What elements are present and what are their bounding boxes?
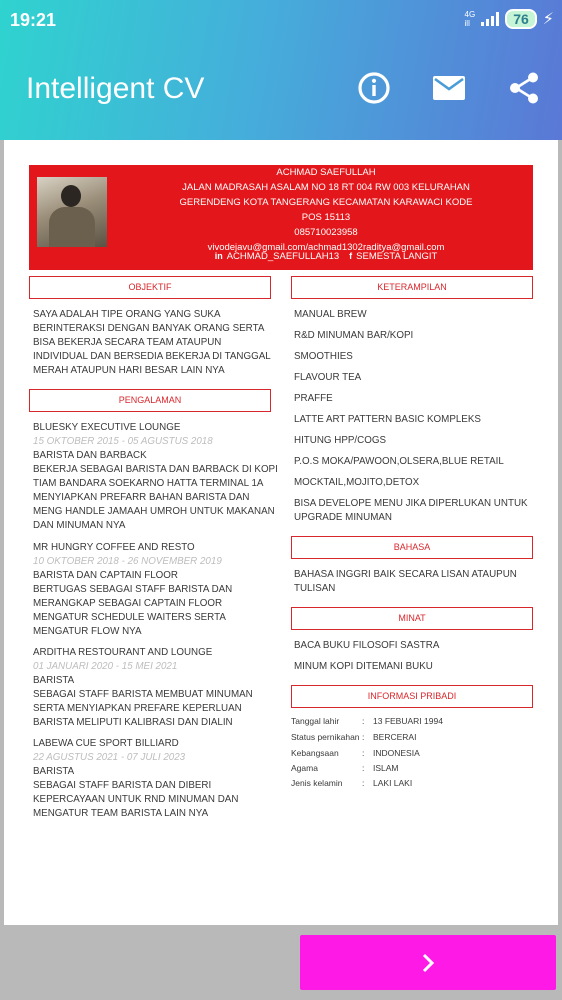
contact-block xyxy=(121,165,531,255)
applicant-name: ACHMAD SAEFULLAH xyxy=(276,167,376,178)
status-bar xyxy=(0,0,562,40)
objective-line: BISA BEKERJA SECARA TEAM ATAUPUN xyxy=(33,337,222,348)
personal-info-value: LAKI LAKI xyxy=(373,778,413,788)
experience-company: ARDITHA RESTOURANT AND LOUNGE xyxy=(33,647,213,658)
skill-item: UPGRADE MINUMAN xyxy=(294,512,392,523)
social-links xyxy=(121,251,531,262)
address-line: GERENDENG KOTA TANGERANG KECAMATAN KARAWACI KODE xyxy=(179,197,473,208)
experience-line: MENG HANDLE JAMAAH UMROH UNTUK MAKANAN xyxy=(33,506,275,517)
facebook-icon: f xyxy=(349,251,353,261)
experience-item xyxy=(33,421,278,533)
cv-header xyxy=(29,165,533,270)
avatar xyxy=(37,177,107,247)
experience-line: SEBAGAI STAFF BARISTA MEMBUAT MINUMAN xyxy=(33,689,253,700)
language-line: TULISAN xyxy=(294,583,336,594)
personal-info-separator: : xyxy=(362,763,365,773)
experience-company: MR HUNGRY COFFEE AND RESTO xyxy=(33,542,195,553)
network-sub-label: ill xyxy=(464,19,470,28)
objective-line: BERINTERAKSI DENGAN BANYAK ORANG SERTA xyxy=(33,323,265,334)
personal-info-separator: : xyxy=(362,748,365,758)
skill-item: HITUNG HPP/COGS xyxy=(294,435,386,446)
personal-info-value: 13 FEBUARI 1994 xyxy=(373,716,443,726)
experience-line: SERTA MENYIAPKAN PREFARE KEPERLUAN xyxy=(33,703,242,714)
personal-info-label: Agama xyxy=(291,763,318,773)
linkedin-icon: in xyxy=(214,251,223,261)
experience-line: TIAM BANDARA SOEKARNO HATTA TERMINAL 1A xyxy=(33,478,264,489)
experience-dates: 22 AGUSTUS 2021 - 07 JULI 2023 xyxy=(33,752,186,763)
address-line: JALAN MADRASAH ASALAM NO 18 RT 004 RW 003 KELURAHAN xyxy=(182,182,470,193)
network-indicator xyxy=(465,10,476,28)
objective-line: INDIVIDUAL DAN BERSEDIA BEKERJA DI TANGGAL xyxy=(33,351,271,362)
app-title: Intelligent CV xyxy=(26,72,205,105)
personal-info-separator: : xyxy=(362,716,365,726)
experience-dates: 01 JANUARI 2020 - 15 MEI 2021 xyxy=(33,661,178,672)
status-time: 19:21 xyxy=(10,10,57,30)
battery-indicator: 76 xyxy=(505,9,537,29)
signal-icon xyxy=(481,12,499,26)
objective-text xyxy=(33,308,271,378)
section-skills-header: KETERAMPILAN xyxy=(291,276,533,299)
experience-line: MENGATUR FLOW NYA xyxy=(33,626,142,637)
skill-item: R&D MINUMAN BAR/KOPI xyxy=(294,330,414,341)
personal-info-separator: : xyxy=(362,778,365,788)
section-personal-header: INFORMASI PRIBADI xyxy=(291,685,533,708)
linkedin-handle: ACHMAD_SAEFULLAH13 xyxy=(226,251,340,262)
experience-line: BERTUGAS SEBAGAI STAFF BARISTA DAN xyxy=(33,584,233,595)
experience-line: SEBAGAI STAFF BARISTA DAN DIBERI xyxy=(33,780,212,791)
facebook xyxy=(349,251,437,262)
objective-line: MERAH ATAUPUN HARI BESAR LAIN NYA xyxy=(33,365,225,376)
app-bar xyxy=(0,0,562,140)
charging-icon: ⚡ xyxy=(542,11,554,28)
personal-info-value: INDONESIA xyxy=(373,748,420,758)
experience-company: BLUESKY EXECUTIVE LOUNGE xyxy=(33,422,181,433)
experience-line: MENYIAPKAN PREFARR BAHAN BARISTA DAN xyxy=(33,492,250,503)
experience-line: KEPERCAYAAN UNTUK RND MINUMAN DAN xyxy=(33,794,239,805)
share-icon[interactable] xyxy=(506,70,542,106)
experience-company: LABEWA CUE SPORT BILLIARD xyxy=(33,738,179,749)
experience-line: BARISTA xyxy=(33,766,75,777)
linkedin xyxy=(215,251,339,262)
skill-item: FLAVOUR TEA xyxy=(294,372,362,383)
personal-info-label: Tanggal lahir xyxy=(291,716,340,726)
experience-line: MERANGKAP SEBAGAI CAPTAIN FLOOR xyxy=(33,598,223,609)
language-line: BAHASA INGGRI BAIK SECARA LISAN ATAUPUN xyxy=(294,569,517,580)
skill-item: BISA DEVELOPE MENU JIKA DIPERLUKAN UNTUK xyxy=(294,498,528,509)
status-icons xyxy=(465,9,554,29)
experience-line: BEKERJA SEBAGAI BARISTA DAN BARBACK DI KOPI xyxy=(33,464,278,475)
section-interest-header: MINAT xyxy=(291,607,533,630)
experience-line: BARISTA MELIPUTI KALIBRASI DAN DIALIN xyxy=(33,717,233,728)
phone-number: 085710023958 xyxy=(294,227,358,238)
personal-info-label: Status pernikahan xyxy=(291,732,360,742)
interest-item: MINUM KOPI DITEMANI BUKU xyxy=(294,661,433,672)
personal-info-value: ISLAM xyxy=(373,763,399,773)
personal-info-label: Jenis kelamin xyxy=(291,778,343,788)
skill-item: SMOOTHIES xyxy=(294,351,353,362)
section-language-header: BAHASA xyxy=(291,536,533,559)
skill-item: PRAFFE xyxy=(294,393,333,404)
experience-line: BARISTA DAN CAPTAIN FLOOR xyxy=(33,570,178,581)
objective-line: SAYA ADALAH TIPE ORANG YANG SUKA xyxy=(33,309,221,320)
personal-info-label: Kebangsaan xyxy=(291,748,339,758)
personal-info-separator: : xyxy=(362,732,365,742)
experience-dates: 10 OKTOBER 2018 - 26 NOVEMBER 2019 xyxy=(33,556,222,567)
experience-line: MENGATUR TEAM BARISTA LAIN NYA xyxy=(33,808,209,819)
experience-item xyxy=(33,646,253,730)
skill-item: MOCKTAIL,MOJITO,DETOX xyxy=(294,477,420,488)
experience-line: BARISTA xyxy=(33,675,75,686)
next-button[interactable] xyxy=(300,935,556,990)
personal-info-value: BERCERAI xyxy=(373,732,417,742)
experience-line: DAN MINUMAN NYA xyxy=(33,520,126,531)
mail-icon[interactable] xyxy=(431,70,467,106)
section-objective-header: OBJEKTIF xyxy=(29,276,271,299)
experience-line: BARISTA DAN BARBACK xyxy=(33,450,147,461)
experience-dates: 15 OKTOBER 2015 - 05 AGUSTUS 2018 xyxy=(33,436,213,447)
experience-line: MENGATUR SCHEDULE WAITERS SERTA xyxy=(33,612,226,623)
skill-item: LATTE ART PATTERN BASIC KOMPLEKS xyxy=(294,414,481,425)
facebook-handle: SEMESTA LANGIT xyxy=(356,251,438,262)
skill-item: MANUAL BREW xyxy=(294,309,367,320)
section-experience-header: PENGALAMAN xyxy=(29,389,271,412)
info-icon[interactable] xyxy=(356,70,392,106)
experience-item xyxy=(33,541,232,639)
email-address: vivodejavu@gmail.com/achmad1302raditya@gmail.com xyxy=(207,242,445,253)
network-label: 4G xyxy=(464,10,476,19)
experience-item xyxy=(33,737,238,821)
skill-item: P.O.S MOKA/PAWOON,OLSERA,BLUE RETAIL xyxy=(294,456,504,467)
address-line: POS 15113 xyxy=(301,212,351,223)
chevron-right-icon xyxy=(418,951,438,975)
interest-item: BACA BUKU FILOSOFI SASTRA xyxy=(294,640,440,651)
